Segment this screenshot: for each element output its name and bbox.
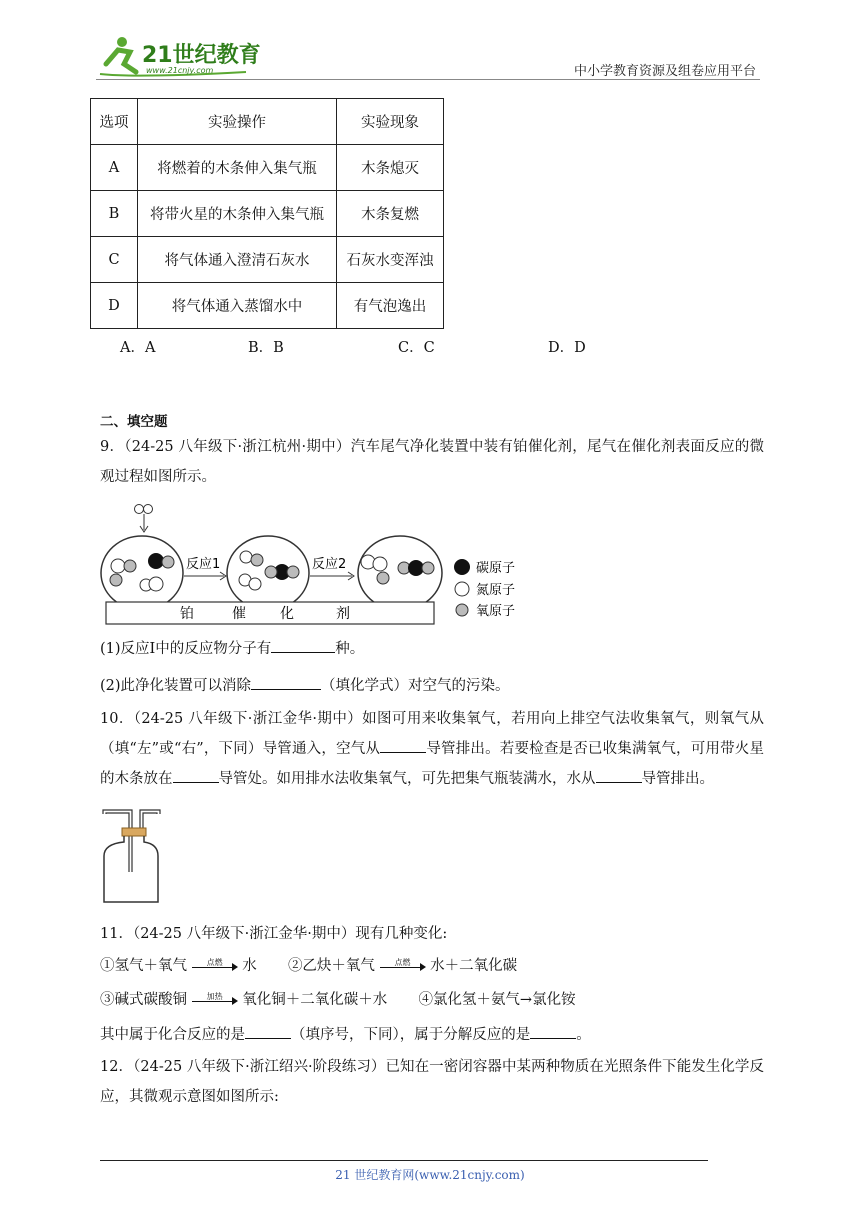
legend-nitrogen: 氮原子 — [476, 583, 516, 598]
site-logo — [96, 34, 266, 80]
table-cell: A — [91, 145, 138, 191]
logo-text: 21世纪教育 — [142, 43, 261, 68]
legend-carbon: 碳原子 — [476, 561, 516, 576]
header-divider — [96, 79, 760, 80]
q11-answer-text: 其中属于化合反应的是 — [100, 1027, 245, 1043]
footer-text: 21 世纪教育网(www.21cnjy.com) — [335, 1168, 525, 1182]
q9-diagram — [100, 500, 530, 630]
footer-divider — [100, 1160, 708, 1161]
table-cell: 将气体通入澄清石灰水 — [138, 237, 337, 283]
table-cell: 有气泡逸出 — [337, 283, 444, 329]
q10-text: 导管排出。 — [641, 771, 714, 787]
gas-bottle-diagram — [100, 806, 164, 908]
table-row — [91, 283, 444, 329]
header-platform-text: 中小学教育资源及组卷应用平台 — [573, 64, 756, 79]
catalyst-char: 铂 — [180, 606, 194, 622]
table-header-row — [91, 99, 444, 145]
reaction-arrow — [380, 959, 426, 973]
reaction-condition: 点燃 — [394, 958, 411, 967]
choice-c[interactable]: C．C — [398, 340, 435, 356]
legend-carbon-atom — [454, 559, 470, 575]
table-header-cell: 实验现象 — [337, 99, 444, 145]
legend-oxygen-atom — [456, 604, 468, 616]
q9-sub2 — [100, 675, 510, 696]
q9-sub1-text-end: 种。 — [335, 641, 365, 657]
table-cell: 木条复燃 — [337, 191, 444, 237]
q9-sub2-text: (2)此净化装置可以消除 — [100, 678, 252, 694]
q10-stem — [100, 704, 764, 794]
choice-b[interactable]: B．B — [248, 340, 284, 356]
table-row — [91, 145, 444, 191]
q10-text: 10．（24-25 八年级下·浙江金华·期中）如图可用来收集氧气，若用向上排空气法收集氧气，则氧气从 — [100, 711, 764, 727]
choice-a[interactable]: A．A — [120, 340, 156, 356]
q10-text: 导管排出。若要检查是否已收集满氧气，可用带火星的木条放在 — [100, 741, 765, 787]
reaction-condition: 点燃 — [206, 958, 223, 967]
q9-sub1-blank[interactable] — [271, 638, 335, 653]
reaction-arrow — [192, 959, 238, 973]
q10-text: 导管处。如用排水法收集氧气，可先把集气瓶装满水，水从 — [218, 771, 596, 787]
reaction-1-left: ①氢气＋氧气 — [100, 958, 187, 974]
table-header-cell: 选项 — [91, 99, 138, 145]
q11-blank-2[interactable] — [530, 1024, 576, 1039]
table-cell: 木条熄灭 — [337, 145, 444, 191]
table-cell: D — [91, 283, 138, 329]
q11-blank-1[interactable] — [245, 1024, 291, 1039]
q9-sub2-blank[interactable] — [251, 675, 321, 690]
table-cell: 将气体通入蒸馏水中 — [138, 283, 337, 329]
q9-stem: 9．（24-25 八年级下·浙江杭州·期中）汽车尾气净化装置中装有铂催化剂，尾气在催化剂表面反应的微观过程如图所示。 — [100, 439, 764, 485]
q11-reactions-row1 — [100, 956, 517, 976]
reaction2-label: 反应2 — [312, 557, 347, 572]
reaction1-label: 反应1 — [186, 557, 221, 572]
q9-sub1 — [100, 638, 364, 659]
section-title: 二、填空题 — [100, 414, 168, 430]
reaction-4: ④氯化氢＋氨气→氯化铵 — [418, 992, 576, 1008]
q11-answer-text: （填序号，下同），属于分解反应的是 — [291, 1027, 531, 1043]
answer-choices — [120, 336, 760, 356]
q9-sub2-text-end: （填化学式）对空气的污染。 — [321, 678, 510, 694]
legend-oxygen: 氧原子 — [476, 604, 516, 619]
table-row — [91, 237, 444, 283]
table-header-cell: 实验操作 — [138, 99, 337, 145]
table-cell: 将带火星的木条伸入集气瓶 — [138, 191, 337, 237]
choice-d[interactable]: D．D — [548, 340, 586, 356]
q10-blank-2[interactable] — [173, 768, 219, 783]
reaction-1-right: 水 — [242, 958, 257, 974]
reaction-3-left: ③碱式碳酸铜 — [100, 992, 187, 1008]
logo-url: www.21cnjy.com — [146, 66, 214, 75]
q9-sub1-text: (1)反应Ⅰ中的反应物分子有 — [100, 641, 272, 657]
q11-answer-text: 。 — [576, 1027, 591, 1043]
table-cell: 石灰水变浑浊 — [337, 237, 444, 283]
catalyst-char: 催 — [232, 606, 246, 622]
reaction-condition: 加热 — [206, 992, 223, 1001]
q10-blank-3[interactable] — [596, 768, 642, 783]
reaction-2-left: ②乙炔＋氧气 — [287, 958, 375, 974]
experiment-table — [90, 98, 444, 329]
q12-stem: 12．（24-25 八年级下·浙江绍兴·阶段练习）已知在一密闭容器中某两种物质在光照条件下能发生化学反应，其微观示意图如图所示: — [100, 1059, 764, 1105]
table-cell: C — [91, 237, 138, 283]
catalyst-char: 化 — [280, 606, 294, 622]
q11-answer-line — [100, 1024, 591, 1045]
reaction-arrow — [192, 993, 238, 1007]
table-row — [91, 191, 444, 237]
q11-reactions-row2 — [100, 990, 576, 1010]
table-cell: B — [91, 191, 138, 237]
table-cell: 将燃着的木条伸入集气瓶 — [138, 145, 337, 191]
q10-text: （填“左”或“右”，下同）导管通入，空气从 — [100, 741, 381, 757]
reaction-3-right: 氧化铜＋二氧化碳＋水 — [242, 992, 388, 1008]
reaction-2-right: 水＋二氧化碳 — [430, 958, 518, 974]
legend-nitrogen-atom — [455, 582, 469, 596]
catalyst-char: 剂 — [336, 606, 350, 622]
q10-blank-1[interactable] — [380, 738, 426, 753]
q11-stem: 11．（24-25 八年级下·浙江金华·期中）现有几种变化: — [100, 926, 448, 942]
